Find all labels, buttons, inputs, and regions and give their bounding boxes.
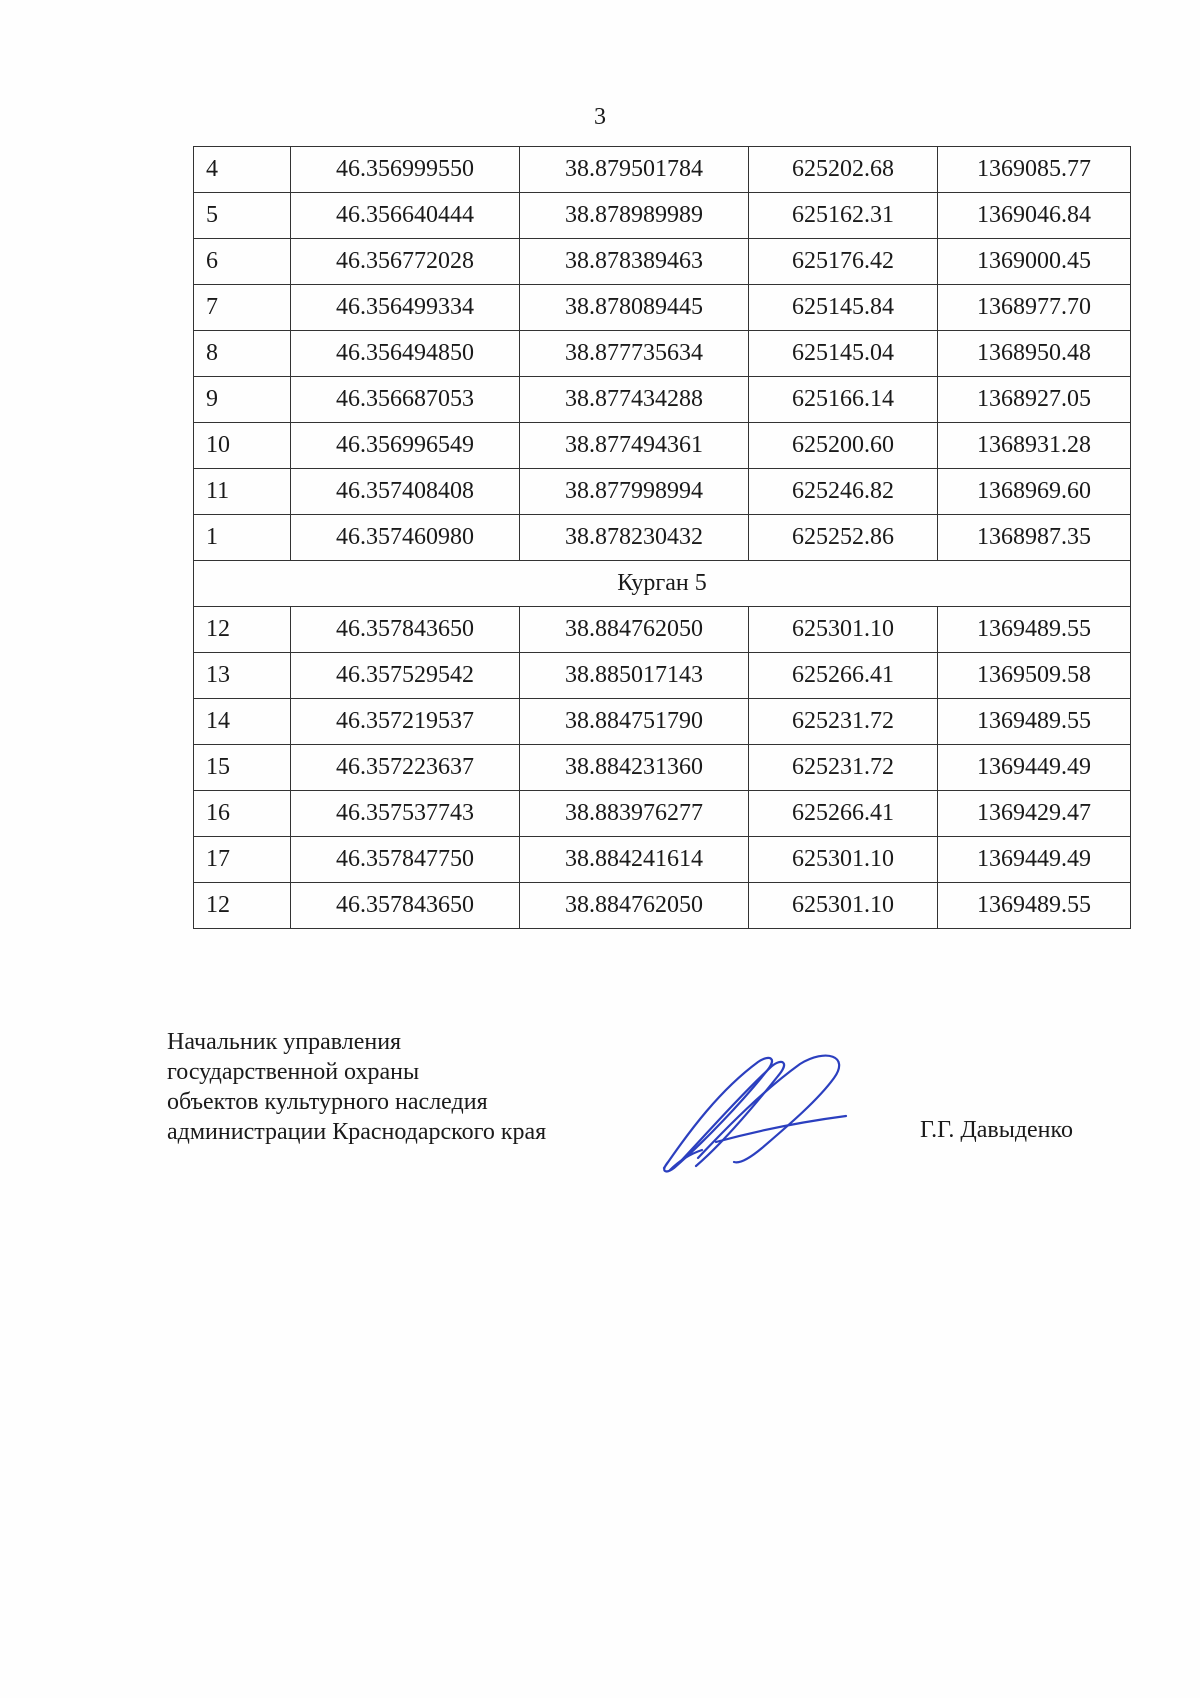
y-coordinate-cell: 1368969.60 [938, 469, 1131, 515]
x-coordinate-cell: 625231.72 [749, 745, 938, 791]
longitude-cell: 38.879501784 [520, 147, 749, 193]
table-row [194, 469, 1131, 515]
longitude-cell: 38.878230432 [520, 515, 749, 561]
section-row [194, 561, 1131, 607]
latitude-cell: 46.357847750 [291, 837, 520, 883]
x-coordinate-cell: 625166.14 [749, 377, 938, 423]
y-coordinate-cell: 1368987.35 [938, 515, 1131, 561]
table-row [194, 331, 1131, 377]
x-coordinate-cell: 625231.72 [749, 699, 938, 745]
table-row [194, 837, 1131, 883]
latitude-cell: 46.356494850 [291, 331, 520, 377]
longitude-cell: 38.883976277 [520, 791, 749, 837]
coordinates-table [193, 146, 1131, 929]
y-coordinate-cell: 1369449.49 [938, 837, 1131, 883]
point-number: 7 [194, 285, 291, 331]
signer-title-line: администрации Краснодарского края [167, 1119, 547, 1145]
x-coordinate-cell: 625266.41 [749, 653, 938, 699]
y-coordinate-cell: 1368950.48 [938, 331, 1131, 377]
point-number: 4 [194, 147, 291, 193]
longitude-cell: 38.884231360 [520, 745, 749, 791]
latitude-cell: 46.357408408 [291, 469, 520, 515]
y-coordinate-cell: 1369429.47 [938, 791, 1131, 837]
signer-name: Г.Г. Давыденко [920, 1117, 1073, 1143]
longitude-cell: 38.885017143 [520, 653, 749, 699]
table-row [194, 653, 1131, 699]
y-coordinate-cell: 1369449.49 [938, 745, 1131, 791]
x-coordinate-cell: 625301.10 [749, 883, 938, 929]
point-number: 15 [194, 745, 291, 791]
latitude-cell: 46.356772028 [291, 239, 520, 285]
latitude-cell: 46.356499334 [291, 285, 520, 331]
point-number: 1 [194, 515, 291, 561]
latitude-cell: 46.357529542 [291, 653, 520, 699]
longitude-cell: 38.877998994 [520, 469, 749, 515]
latitude-cell: 46.357843650 [291, 607, 520, 653]
longitude-cell: 38.878989989 [520, 193, 749, 239]
table-row [194, 745, 1131, 791]
x-coordinate-cell: 625202.68 [749, 147, 938, 193]
x-coordinate-cell: 625145.04 [749, 331, 938, 377]
x-coordinate-cell: 625145.84 [749, 285, 938, 331]
latitude-cell: 46.357460980 [291, 515, 520, 561]
x-coordinate-cell: 625246.82 [749, 469, 938, 515]
signer-title-line: Начальник управления [167, 1029, 402, 1055]
table-row [194, 515, 1131, 561]
point-number: 13 [194, 653, 291, 699]
longitude-cell: 38.884751790 [520, 699, 749, 745]
table-row [194, 147, 1131, 193]
signer-title-line: государственной охраны [167, 1059, 420, 1085]
latitude-cell: 46.356996549 [291, 423, 520, 469]
latitude-cell: 46.356687053 [291, 377, 520, 423]
point-number: 9 [194, 377, 291, 423]
table-row [194, 883, 1131, 929]
point-number: 6 [194, 239, 291, 285]
longitude-cell: 38.877494361 [520, 423, 749, 469]
y-coordinate-cell: 1368931.28 [938, 423, 1131, 469]
point-number: 11 [194, 469, 291, 515]
table-row [194, 791, 1131, 837]
signer-title-line: объектов культурного наследия [167, 1089, 488, 1115]
point-number: 10 [194, 423, 291, 469]
latitude-cell: 46.357223637 [291, 745, 520, 791]
x-coordinate-cell: 625200.60 [749, 423, 938, 469]
longitude-cell: 38.884762050 [520, 883, 749, 929]
x-coordinate-cell: 625162.31 [749, 193, 938, 239]
x-coordinate-cell: 625301.10 [749, 607, 938, 653]
table-row [194, 193, 1131, 239]
handwritten-signature [650, 1050, 880, 1180]
y-coordinate-cell: 1368977.70 [938, 285, 1131, 331]
point-number: 16 [194, 791, 291, 837]
signer-title-block [167, 1027, 546, 1147]
point-number: 12 [194, 607, 291, 653]
point-number: 8 [194, 331, 291, 377]
table-row [194, 423, 1131, 469]
y-coordinate-cell: 1369489.55 [938, 883, 1131, 929]
longitude-cell: 38.884762050 [520, 607, 749, 653]
table-row [194, 285, 1131, 331]
table-row [194, 377, 1131, 423]
x-coordinate-cell: 625252.86 [749, 515, 938, 561]
latitude-cell: 46.357537743 [291, 791, 520, 837]
table-row [194, 607, 1131, 653]
x-coordinate-cell: 625266.41 [749, 791, 938, 837]
x-coordinate-cell: 625176.42 [749, 239, 938, 285]
y-coordinate-cell: 1369489.55 [938, 699, 1131, 745]
latitude-cell: 46.357219537 [291, 699, 520, 745]
y-coordinate-cell: 1369046.84 [938, 193, 1131, 239]
y-coordinate-cell: 1369085.77 [938, 147, 1131, 193]
x-coordinate-cell: 625301.10 [749, 837, 938, 883]
table-row [194, 239, 1131, 285]
point-number: 5 [194, 193, 291, 239]
point-number: 17 [194, 837, 291, 883]
longitude-cell: 38.877735634 [520, 331, 749, 377]
y-coordinate-cell: 1369000.45 [938, 239, 1131, 285]
longitude-cell: 38.884241614 [520, 837, 749, 883]
latitude-cell: 46.357843650 [291, 883, 520, 929]
longitude-cell: 38.877434288 [520, 377, 749, 423]
longitude-cell: 38.878389463 [520, 239, 749, 285]
point-number: 12 [194, 883, 291, 929]
y-coordinate-cell: 1369509.58 [938, 653, 1131, 699]
y-coordinate-cell: 1368927.05 [938, 377, 1131, 423]
point-number: 14 [194, 699, 291, 745]
table-row [194, 699, 1131, 745]
longitude-cell: 38.878089445 [520, 285, 749, 331]
section-title: Курган 5 [194, 561, 1131, 607]
y-coordinate-cell: 1369489.55 [938, 607, 1131, 653]
page-number: 3 [594, 104, 606, 130]
latitude-cell: 46.356640444 [291, 193, 520, 239]
latitude-cell: 46.356999550 [291, 147, 520, 193]
